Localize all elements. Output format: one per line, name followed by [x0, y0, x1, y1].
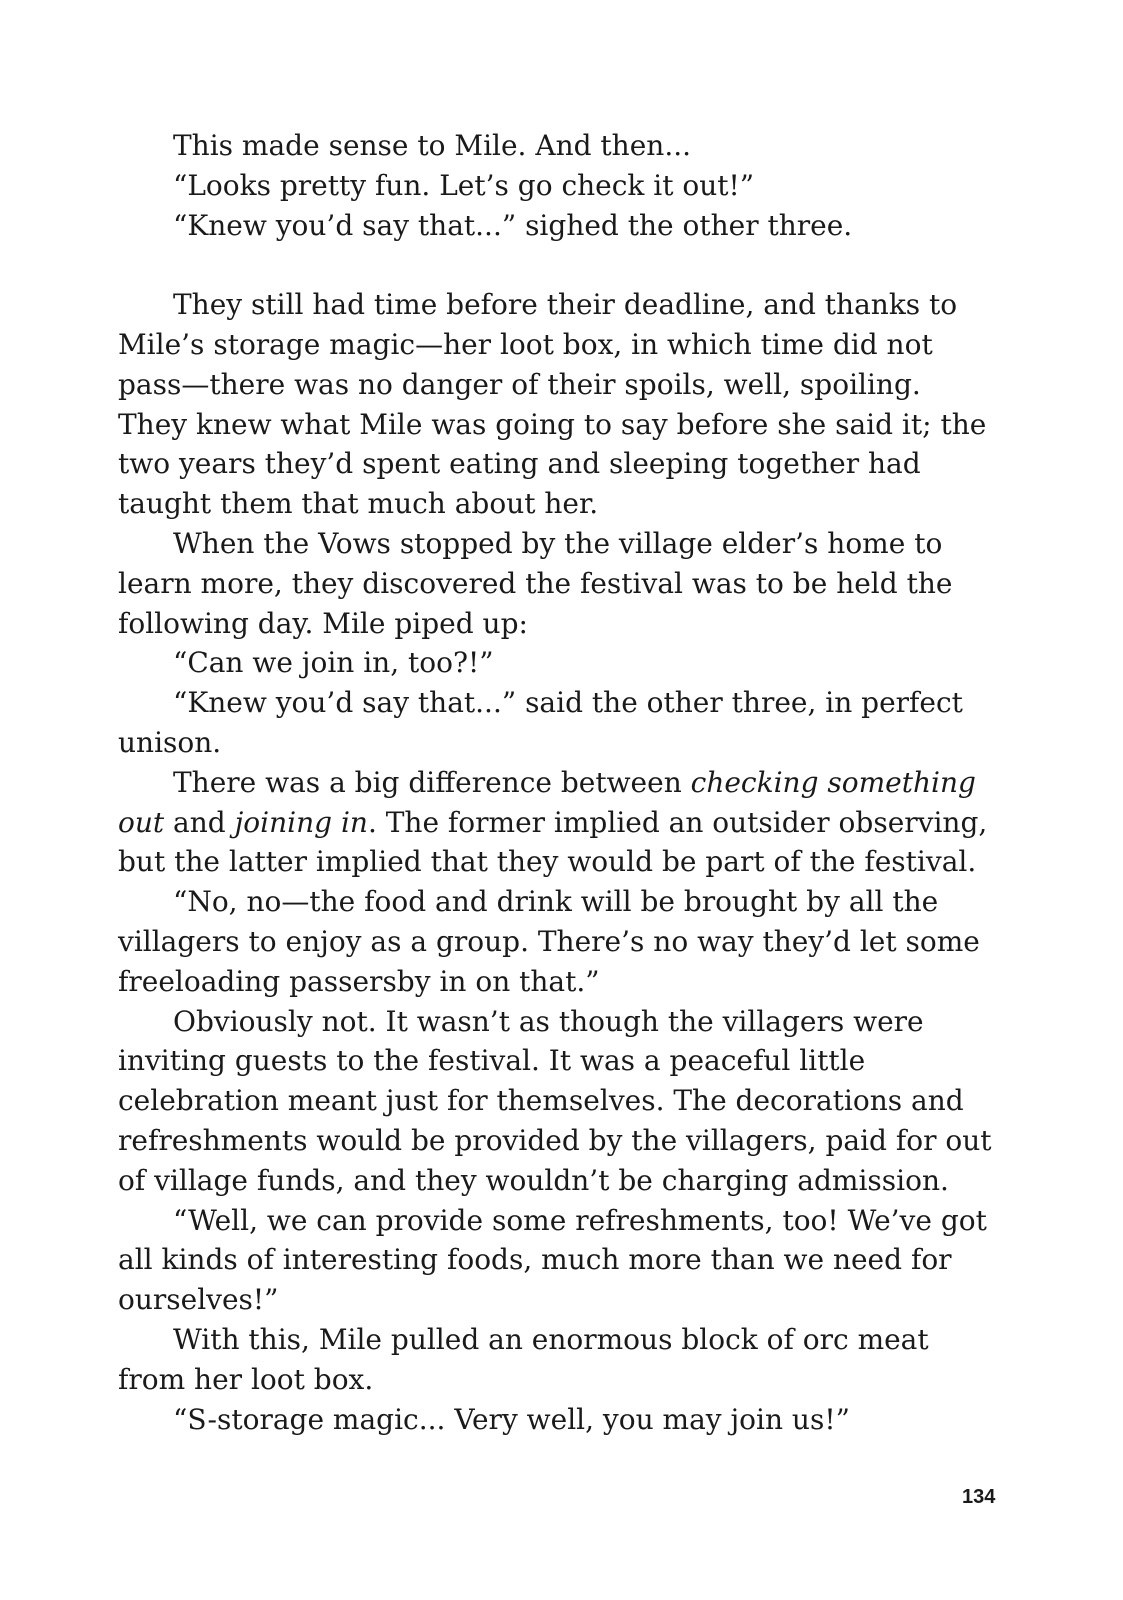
page-body	[118, 126, 998, 1439]
paragraph-8	[118, 763, 998, 882]
paragraph-1: This made sense to Mile. And then...	[173, 129, 692, 162]
emphasis-joining-in: joining in	[234, 805, 368, 839]
scene-break	[118, 245, 998, 285]
paragraph-3: “Knew you’d say that...” sighed the other three.	[173, 208, 853, 242]
paragraph-10: Obviously not. It wasn’t as though the villagers were inviting guests to the festival. It was a peaceful little celebration meant just for themselves. The decorations and refreshments would be provided by the villagers, paid for out of village funds, and they wouldn’t be charging admission.	[118, 1004, 992, 1197]
paragraph-6: “Can we join in, too?!”	[173, 646, 494, 680]
page-number: 134	[962, 1486, 996, 1508]
paragraph-5: When the Vows stopped by the village elder’s home to learn more, they discovered the festival was to be held the following day. Mile piped up:	[118, 526, 953, 640]
paragraph-13: “S-storage magic... Very well, you may join us!”	[173, 1402, 850, 1436]
paragraph-2: “Looks pretty fun. Let’s go check it out!”	[173, 168, 755, 202]
emphasis-checking-something-out: checking something out	[118, 765, 976, 839]
paragraph-4: They still had time before their deadline, and thanks to Mile’s storage magic—her loot box, in which time did not pass—there was no danger of their spoils, well, spoiling. They knew what Mile was going to say before she said it; the two years they’d spent eating and sleeping together had taught them that much about her.	[118, 288, 987, 521]
paragraph-8-text-mid: and	[164, 805, 235, 839]
paragraph-8-text-before: There was a big difference between	[173, 765, 691, 799]
paragraph-9: “No, no—the food and drink will be brought by all the villagers to enjoy as a group. There’s no way they’d let some freeloading passersby in on that.”	[118, 885, 980, 998]
paragraph-8-text-after: . The former implied an outsider observing, but the latter implied that they would be part of the festival.	[118, 805, 988, 879]
paragraph-7: “Knew you’d say that...” said the other three, in perfect unison.	[118, 686, 963, 759]
paragraph-11: “Well, we can provide some refreshments, too! We’ve got all kinds of interesting foods, much more than we need for ourselves!”	[118, 1203, 987, 1317]
paragraph-12: With this, Mile pulled an enormous block of orc meat from her loot box.	[118, 1322, 929, 1396]
